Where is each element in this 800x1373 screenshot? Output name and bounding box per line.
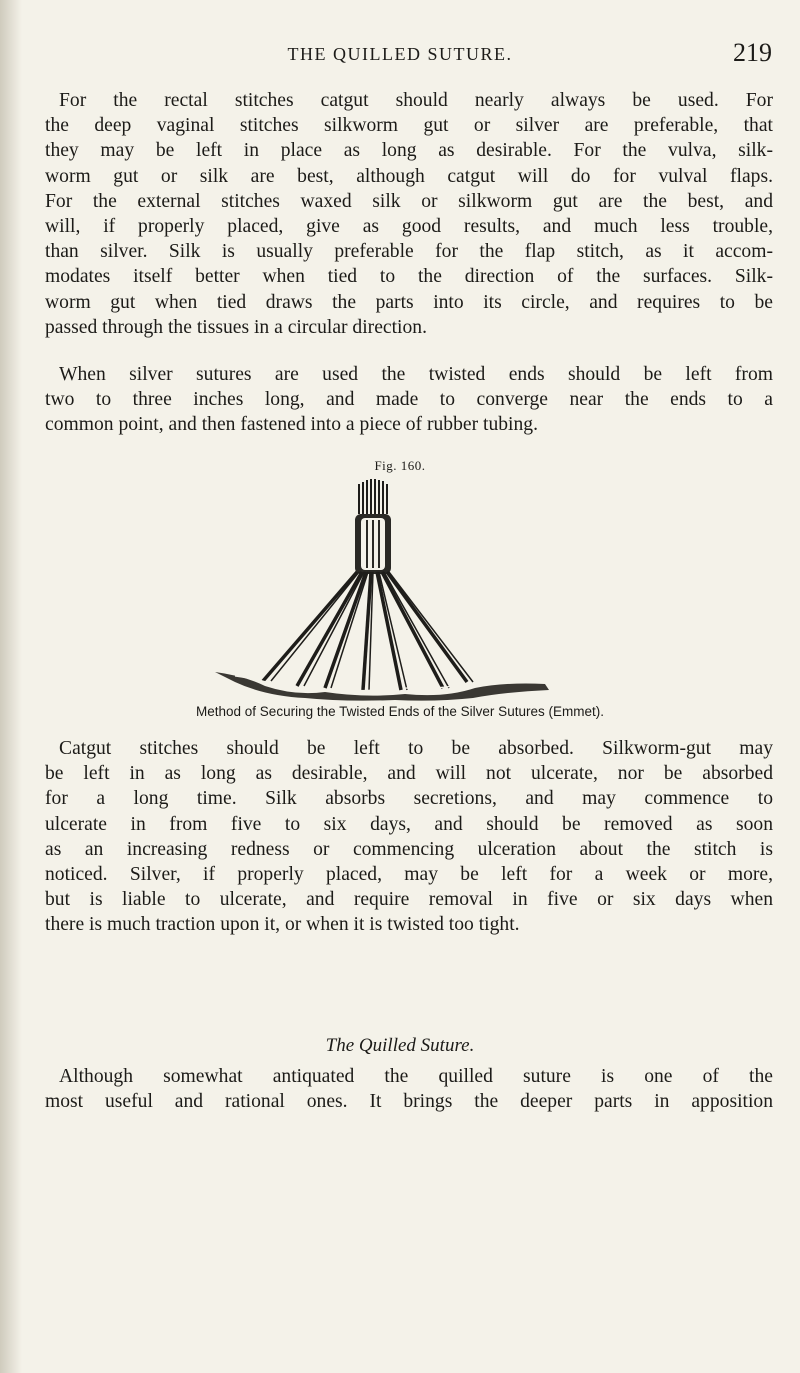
paragraph-absorption (45, 736, 773, 938)
text-line: For the external stitches waxed silk or silkworm gut are the best, and (45, 190, 773, 212)
text-line: most useful and rational ones. It brings the deeper parts in apposition (45, 1091, 773, 1113)
text-line: When silver sutures are used the twisted ends should be left from (59, 364, 773, 385)
text-line: they may be left in place as long as desirable. For the vulva, silk- (45, 140, 773, 162)
text-line: be left in as long as desirable, and will not ulcerate, nor be absorbed (45, 763, 773, 785)
page-number: 219 (733, 38, 772, 67)
twisted-wire-ends (359, 479, 387, 514)
text-line: as an increasing redness or commencing ulceration about the stitch is (45, 838, 773, 860)
paragraph-silver-sutures (45, 362, 773, 438)
text-line: noticed. Silver, if properly placed, may be left for a week or more, (45, 864, 773, 886)
text-line: For the rectal stitches catgut should nearly always be used. For (59, 90, 773, 111)
running-head (0, 38, 800, 78)
text-line: there is much traction upon it, or when it is twisted too tight. (45, 914, 520, 936)
section-title: The Quilled Suture. (325, 1035, 475, 1056)
page-binding-shadow (0, 0, 22, 1373)
text-line: ulcerate in from five to six days, and should be removed as soon (45, 813, 773, 835)
suture-illustration (205, 476, 595, 701)
text-line: worm gut or silk are best, although catgut will do for vulval flaps. (45, 165, 773, 187)
paragraph-quilled-suture (45, 1064, 773, 1114)
silver-suture-wires (263, 572, 473, 690)
text-line: but is liable to ulcerate, and require removal in five or six days when (45, 889, 773, 911)
figure-label: Fig. 160. (374, 458, 426, 473)
text-line: worm gut when tied draws the parts into its circle, and requires to be (45, 291, 773, 313)
figure-caption: Method of Securing the Twisted Ends of the Silver Sutures (Emmet). (196, 704, 604, 719)
text-line: the deep vaginal stitches silkworm gut or silver are preferable, that (45, 115, 773, 137)
text-line: will, if properly placed, give as good results, and much less trouble, (45, 216, 773, 238)
text-line: passed through the tissues in a circular direction. (45, 316, 427, 338)
text-line: for a long time. Silk absorbs secretions, and may commence to (45, 788, 773, 810)
text-line: Catgut stitches should be left to be absorbed. Silkworm-gut may (59, 738, 773, 759)
text-line: two to three inches long, and made to converge near the ends to a (45, 389, 773, 411)
running-title: THE QUILLED SUTURE. (287, 44, 513, 64)
text-line: common point, and then fastened into a piece of rubber tubing. (45, 414, 538, 436)
text-line: Although somewhat antiquated the quilled suture is one of the (59, 1066, 773, 1087)
rubber-tubing (355, 514, 391, 574)
text-line: than silver. Silk is usually preferable for the flap stitch, as it accom- (45, 241, 773, 263)
paragraph-sutures-materials (45, 88, 773, 340)
text-line: modates itself better when tied to the direction of the surfaces. Silk- (45, 266, 773, 288)
